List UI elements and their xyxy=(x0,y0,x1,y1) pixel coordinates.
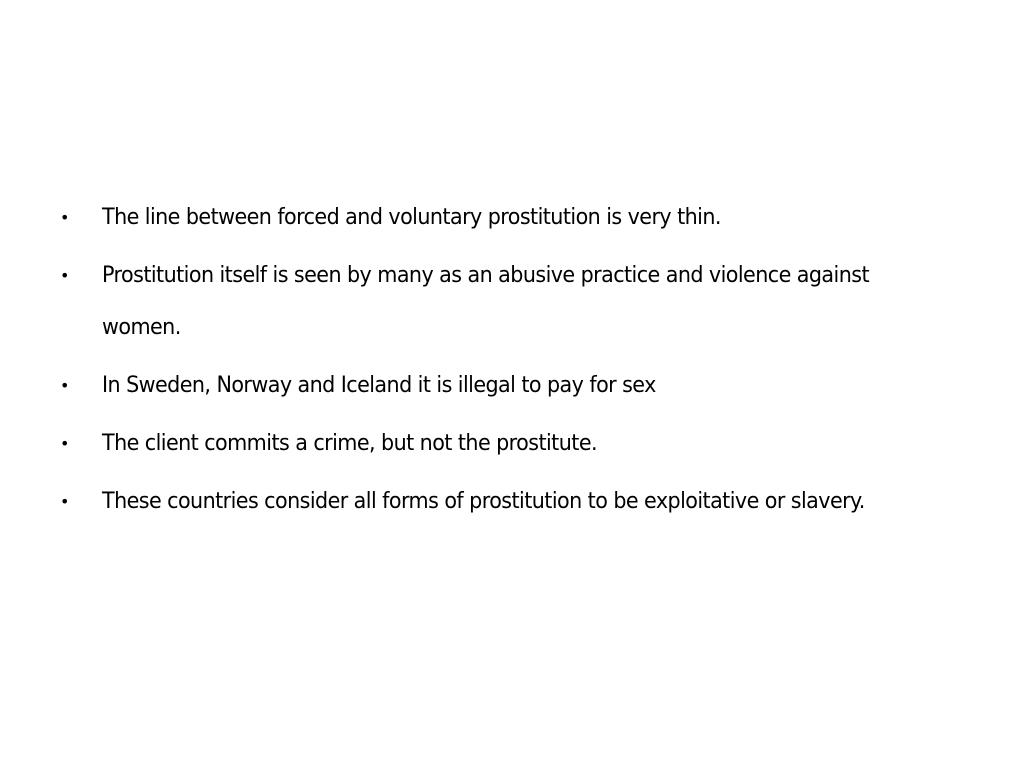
bullet-item xyxy=(58,250,958,354)
bullet-icon: • xyxy=(60,434,70,453)
bullet-icon: • xyxy=(60,266,70,285)
bullet-item xyxy=(58,476,958,528)
bullet-icon: • xyxy=(60,208,70,227)
bullet-text: In Sweden, Norway and Iceland it is illegal to pay for sex xyxy=(102,373,656,398)
bullet-text: These countries consider all forms of prostitution to be exploitative or slavery. xyxy=(102,489,865,514)
bullet-text: Prostitution itself is seen by many as an abusive practice and violence against women. xyxy=(102,263,869,340)
bullet-text: The line between forced and voluntary prostitution is very thin. xyxy=(102,205,721,230)
bullet-item xyxy=(58,418,958,470)
bullet-item xyxy=(58,192,958,244)
bullet-icon: • xyxy=(60,376,70,395)
bullet-item xyxy=(58,360,958,412)
bullet-text: The client commits a crime, but not the prostitute. xyxy=(102,431,597,456)
bullet-list xyxy=(58,192,958,534)
bullet-icon: • xyxy=(60,492,70,511)
